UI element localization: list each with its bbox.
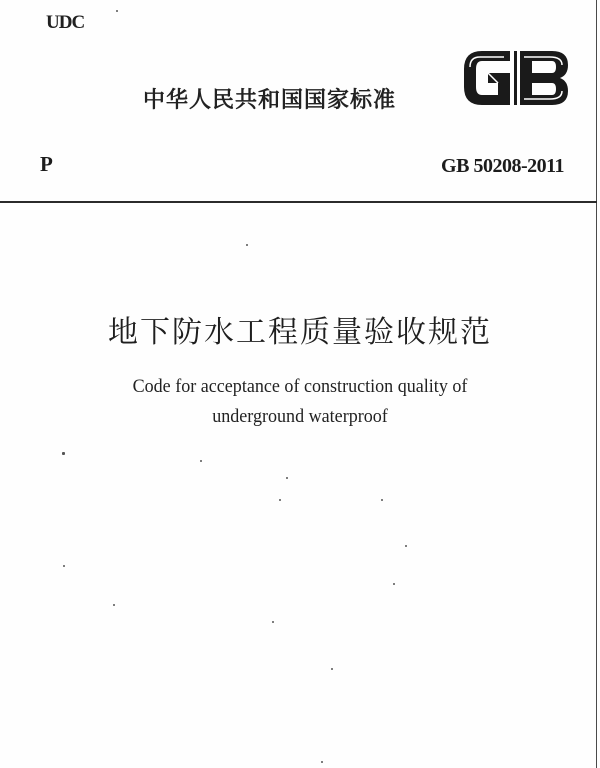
udc-label: UDC bbox=[46, 12, 85, 33]
scan-speck bbox=[381, 499, 383, 501]
title-english-line-1: Code for acceptance of construction quality of bbox=[132, 376, 468, 397]
scan-speck bbox=[393, 583, 395, 585]
scan-speck bbox=[116, 10, 118, 12]
scan-speck bbox=[405, 545, 407, 547]
title-english-line-2: underground waterproof bbox=[212, 406, 388, 427]
scan-speck bbox=[62, 452, 65, 455]
scan-speck bbox=[246, 244, 248, 246]
scan-speck bbox=[286, 477, 288, 479]
national-standard-heading: 中华人民共和国国家标准 bbox=[143, 88, 397, 113]
scan-speck bbox=[113, 604, 115, 606]
document-title-chinese: 地下防水工程质量验收规范 bbox=[108, 315, 492, 350]
horizontal-divider bbox=[0, 201, 597, 203]
classification-code: P bbox=[40, 152, 53, 176]
scan-speck bbox=[200, 460, 202, 462]
scan-speck bbox=[321, 761, 323, 763]
document-title-english bbox=[15, 372, 585, 432]
scan-speck bbox=[63, 565, 65, 567]
gb-logo-icon bbox=[460, 45, 572, 111]
standard-number: GB 50208-2011 bbox=[441, 155, 564, 177]
scan-speck bbox=[272, 621, 274, 623]
page-edge bbox=[596, 0, 597, 768]
scan-speck bbox=[279, 499, 281, 501]
scan-speck bbox=[331, 668, 333, 670]
